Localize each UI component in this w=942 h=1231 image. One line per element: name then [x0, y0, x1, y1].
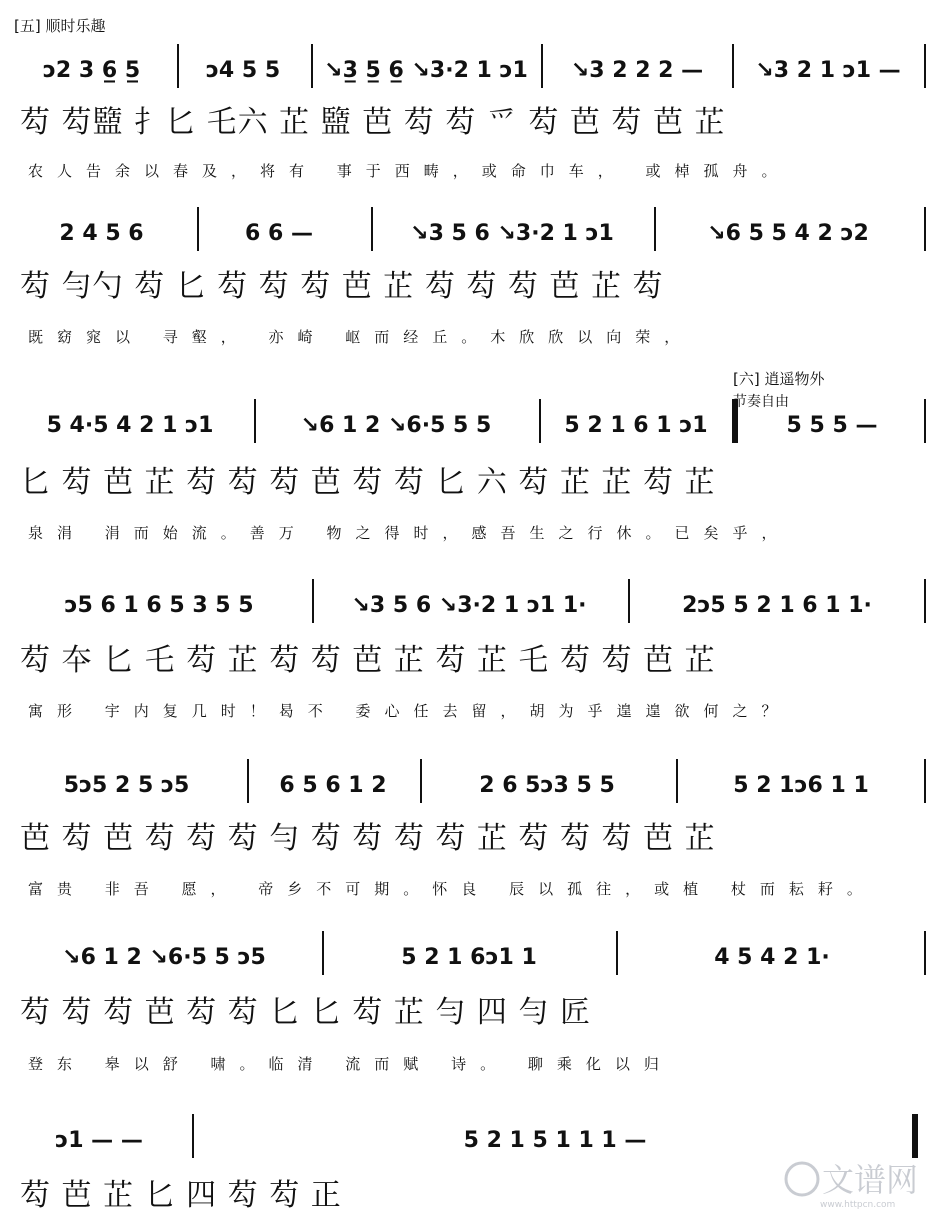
notation-row-6 — [14, 937, 928, 977]
notation-row-1 — [14, 50, 928, 90]
measure: 6 5 6 1 2 — [279, 772, 387, 798]
measure: 4 5 4 2 1· — [714, 944, 830, 970]
tablature-row-1: 芶 芶盬 扌匕 乇六 芷 盬 芭 芶 芶 爫 芶 芭 芶 芭 芷 — [20, 105, 726, 140]
measure: 5 5 5 — — [786, 412, 878, 438]
section-5-title: [五] 顺时乐趣 — [14, 17, 106, 35]
notation-row-2 — [14, 213, 928, 253]
watermark-swirl-icon — [786, 1163, 818, 1195]
watermark-logo — [780, 1153, 930, 1213]
measure: 5 4·5 4 2 1 ↄ1 — [46, 412, 214, 438]
barline — [192, 1114, 194, 1158]
barline — [420, 759, 422, 803]
tablature-row-6: 芶 芶 芶 芭 芶 芶 匕 匕 芶 芷 勻 四 勻 匠 — [20, 995, 591, 1030]
measure: ↘3 2 1 ↄ1 — — [755, 57, 901, 83]
measure: ↄ2 3 6̲ 5̲ — [42, 57, 141, 83]
barline — [247, 759, 249, 803]
measure: 5 2 1 6 1 ↄ1 — [564, 412, 708, 438]
watermark-url: www.httpcn.com — [820, 1200, 896, 1210]
measure: 5 2 1 5 1 1 1 — — [463, 1127, 647, 1153]
measure: ↘6 1 2 ↘6·5 5 5 — [300, 412, 492, 438]
barline — [371, 207, 373, 251]
measure: ↘6 5 5 4 2 ↄ2 — [707, 220, 869, 246]
lyric-row-2: 既窈窕以 寻壑， 亦崎 岖而经丘。木欣欣以向荣， — [28, 328, 694, 346]
lyric-row-3: 泉涓 涓而始流。善万 物之得时，感吾生之行休。已矣乎， — [28, 524, 791, 542]
measure: 5 2 1 6ↄ1 1 — [401, 944, 537, 970]
measure: ↄ5 6 1 6 5 3 5 5 — [64, 592, 254, 618]
watermark-graphic — [780, 1153, 930, 1213]
measure: ↘3 5 6 ↘3·2 1 ↄ1 1· — [351, 592, 587, 618]
notation-row-5 — [14, 765, 928, 805]
tablature-row-5: 芭 芶 芭 芶 芶 芶 勻 芶 芶 芶 芶 芷 芶 芶 芶 芭 芷 — [20, 821, 716, 856]
measure: 2ↄ5 5 2 1 6 1 1· — [682, 592, 872, 618]
barline — [539, 399, 541, 443]
barline — [322, 931, 324, 975]
notation-row-3 — [14, 405, 928, 445]
barline — [197, 207, 199, 251]
measure: 6 6 — — [245, 220, 313, 246]
double-barline — [732, 399, 738, 443]
notation-row-4 — [14, 585, 928, 625]
measure: ↘6 1 2 ↘6·5 5 ↄ5 — [62, 944, 266, 970]
barline — [616, 931, 618, 975]
barline — [924, 579, 926, 623]
section-6-tempo-note: 节奏自由 — [733, 394, 789, 410]
barline — [676, 759, 678, 803]
lyric-row-4: 寓形 宇内复几时！曷不 委心任去留，胡为乎遑遑欲何之？ — [28, 702, 791, 720]
tablature-row-2: 芶 勻勺 芶 匕 芶 芶 芶 芭 芷 芶 芶 芶 芭 芷 芶 — [20, 269, 664, 304]
barline — [254, 399, 256, 443]
section-6-title: [六] 逍遥物外 — [733, 370, 825, 388]
barline — [924, 759, 926, 803]
barline — [732, 44, 734, 88]
measure: 2 4 5 6 — [59, 220, 144, 246]
watermark-text: 文谱网 — [822, 1161, 919, 1199]
barline — [924, 931, 926, 975]
tablature-row-4: 芶 夲 匕 乇 芶 芷 芶 芶 芭 芷 芶 芷 乇 芶 芶 芭 芷 — [20, 643, 716, 678]
lyric-row-1: 农人告余以春及，将有 事于西畴，或命巾车， 或棹孤舟。 — [28, 162, 791, 180]
barline — [654, 207, 656, 251]
measure: ↘3̲ 5̲ 6̲ ↘3·2 1 ↄ1 — [324, 57, 528, 83]
measure: ↘3 2 2 2 — — [570, 57, 704, 83]
barline — [541, 44, 543, 88]
barline — [312, 579, 314, 623]
barline — [177, 44, 179, 88]
measure: 5 2 1ↄ6 1 1 — [733, 772, 869, 798]
measure: ↘3 5 6 ↘3·2 1 ↄ1 — [410, 220, 614, 246]
measure: ↄ4 5 5 — [205, 57, 281, 83]
barline — [924, 44, 926, 88]
measure: ↄ1 — — — [55, 1127, 143, 1153]
lyric-row-6: 登东 皋以舒 啸。临清 流而赋 诗。 聊乘化以归 — [28, 1055, 673, 1073]
measure: 5ↄ5 2 5 ↄ5 — [63, 772, 190, 798]
barline — [924, 399, 926, 443]
measure: 2 6 5ↄ3 5 5 — [479, 772, 615, 798]
tablature-row-7: 芶 芭 芷 匕 四 芶 芶 正 — [20, 1178, 342, 1213]
tablature-row-3: 匕 芶 芭 芷 芶 芶 芶 芭 芶 芶 匕 六 芶 芷 芷 芶 芷 — [20, 465, 716, 500]
final-barline — [912, 1114, 918, 1158]
barline — [311, 44, 313, 88]
lyric-row-5: 富贵 非吾 愿， 帝乡不可期。怀良 辰以孤往，或植 杖而耘耔。 — [28, 880, 876, 898]
barline — [924, 207, 926, 251]
barline — [628, 579, 630, 623]
